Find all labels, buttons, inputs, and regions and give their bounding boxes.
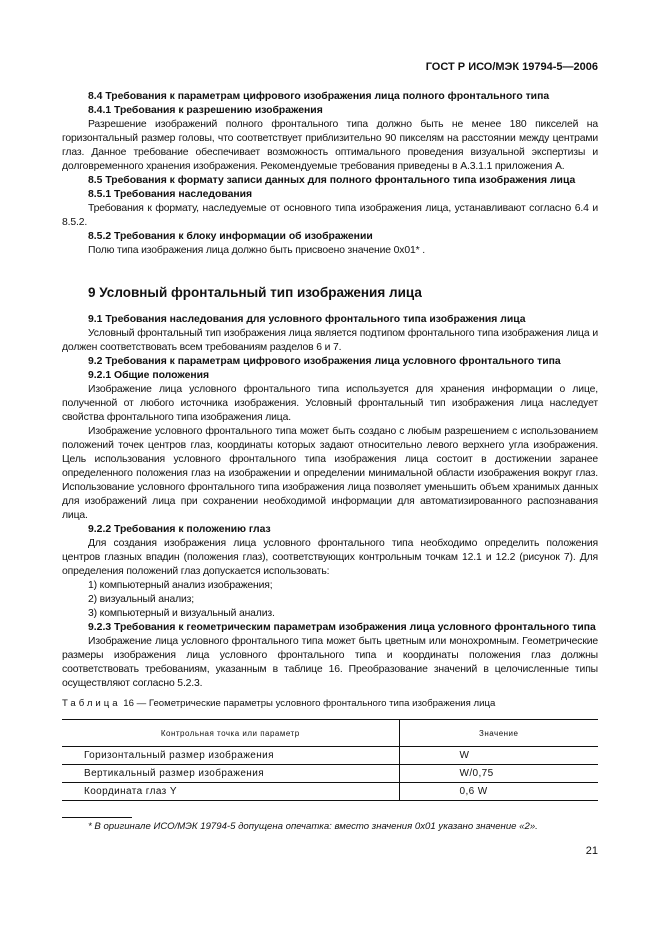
table-caption-label: Таблица <box>62 698 121 709</box>
table-header-row <box>62 720 598 747</box>
paragraph: Условный фронтальный тип изображения лица является подтипом фронтального типа изображения лица и должен соответствовать всем требованиям разделов 6 и 7. <box>62 328 598 353</box>
page-number: 21 <box>585 845 598 857</box>
section-heading: 9.2.2 Требования к положению глаз <box>88 524 271 535</box>
paragraph: Для создания изображения лица условного фронтального типа необходимо определить положения центров глазных впадин (положения глаз), соответствующих контрольным точкам 12.1 и 12.2 (рисунок 7). Для определения положений глаз допускается использовать: <box>62 538 598 577</box>
table-cell: Координата глаз Y <box>62 783 399 801</box>
document-header: ГОСТ Р ИСО/МЭК 19794-5—2006 <box>425 61 598 73</box>
footnote-divider <box>62 817 132 818</box>
table-row <box>62 765 598 783</box>
section-heading: 8.4 Требования к параметрам цифрового изображения лица полного фронтального типа <box>88 91 550 102</box>
section-heading: 9.2 Требования к параметрам цифрового изображения лица условного фронтального типа <box>88 356 561 367</box>
paragraph: Разрешение изображений полного фронтального типа должно быть не менее 180 пикселей на горизонтальный размер головы, что соответствует приблизительно 90 пикселям на расстоянии между центрами глаз. Данное требование обеспечивает возможность оптимального проведения визуальной экспертизы и долговременного хранения изображения. Рекомендуемые требования приведены в А.3.1.1 приложения А. <box>62 119 598 172</box>
paragraph: 2) визуальный анализ; <box>88 594 194 605</box>
table-cell: Вертикальный размер изображения <box>62 765 399 783</box>
paragraph: 1) компьютерный анализ изображения; <box>88 580 273 591</box>
paragraph: 3) компьютерный и визуальный анализ. <box>88 608 275 619</box>
table-header-cell: Значение <box>399 720 598 747</box>
paragraph: Полю типа изображения лица должно быть присвоено значение 0x01* . <box>88 245 425 256</box>
section-heading: 8.5.1 Требования наследования <box>88 189 253 200</box>
table-row <box>62 747 598 765</box>
section-heading: 8.5.2 Требования к блоку информации об изображении <box>88 231 373 242</box>
section-heading: 9.1 Требования наследования для условного фронтального типа изображения лица <box>88 314 526 325</box>
paragraph: Изображение условного фронтального типа может быть создано с любым разрешением с использованием положений точек центров глаз, координаты которых задают относительно левого верхнего угла изображения. Цель использования условного фронтального типа изображения лица состоит в достижении заранее определенного положения глаз на изображении и определении минимальной области изображения вокруг глаз. Использование условного фронтального типа изображения лица позволяет уменьшить объем хранимых данных для изображений лица при сохранении необходимой информации для автоматизированного распознавания лица. <box>62 426 598 521</box>
table-cell: 0,6 W <box>399 783 598 801</box>
table-caption <box>62 698 495 709</box>
parameters-table <box>62 719 598 801</box>
section-heading: 9.2.3 Требования к геометрическим параметрам изображения лица условного фронтального типа <box>88 622 596 633</box>
section-heading: 8.4.1 Требования к разрешению изображения <box>88 105 323 116</box>
footnote: * В оригинале ИСО/МЭК 19794-5 допущена опечатка: вместо значения 0x01 указано значение «2». <box>88 821 538 832</box>
section-8-content <box>62 90 598 258</box>
table-cell: W/0,75 <box>399 765 598 783</box>
section-heading: 8.5 Требования к формату записи данных для полного фронтального типа изображения лица <box>88 175 576 186</box>
paragraph: Требования к формату, наследуемые от основного типа изображения лица, устанавливают согласно 6.4 и 8.5.2. <box>62 203 598 228</box>
section-9-title: 9 Условный фронтальный тип изображения лица <box>88 285 422 300</box>
table-cell: W <box>399 747 598 765</box>
table-header-cell: Контрольная точка или параметр <box>62 720 399 747</box>
paragraph: Изображение лица условного фронтального типа используется для хранения информации о лице, полученной от любого источника изображения. Условный фронтальный тип изображения лица наследует свойства фронтального типа изображения лица. <box>62 384 598 423</box>
table-row <box>62 783 598 801</box>
section-9-content <box>62 313 598 691</box>
paragraph: Изображение лица условного фронтального типа может быть цветным или монохромным. Геометрические размеры изображения лица условного фронтального типа и координаты положения глаз должны соответствовать требованиям, указанным в таблице 16. Преобразование значений в целочисленные типы осуществляют согласно 5.2.3. <box>62 636 598 689</box>
section-heading: 9.2.1 Общие положения <box>88 370 210 381</box>
table-cell: Горизонтальный размер изображения <box>62 747 399 765</box>
table-caption-text: 16 — Геометрические параметры условного фронтального типа изображения лица <box>120 698 496 709</box>
